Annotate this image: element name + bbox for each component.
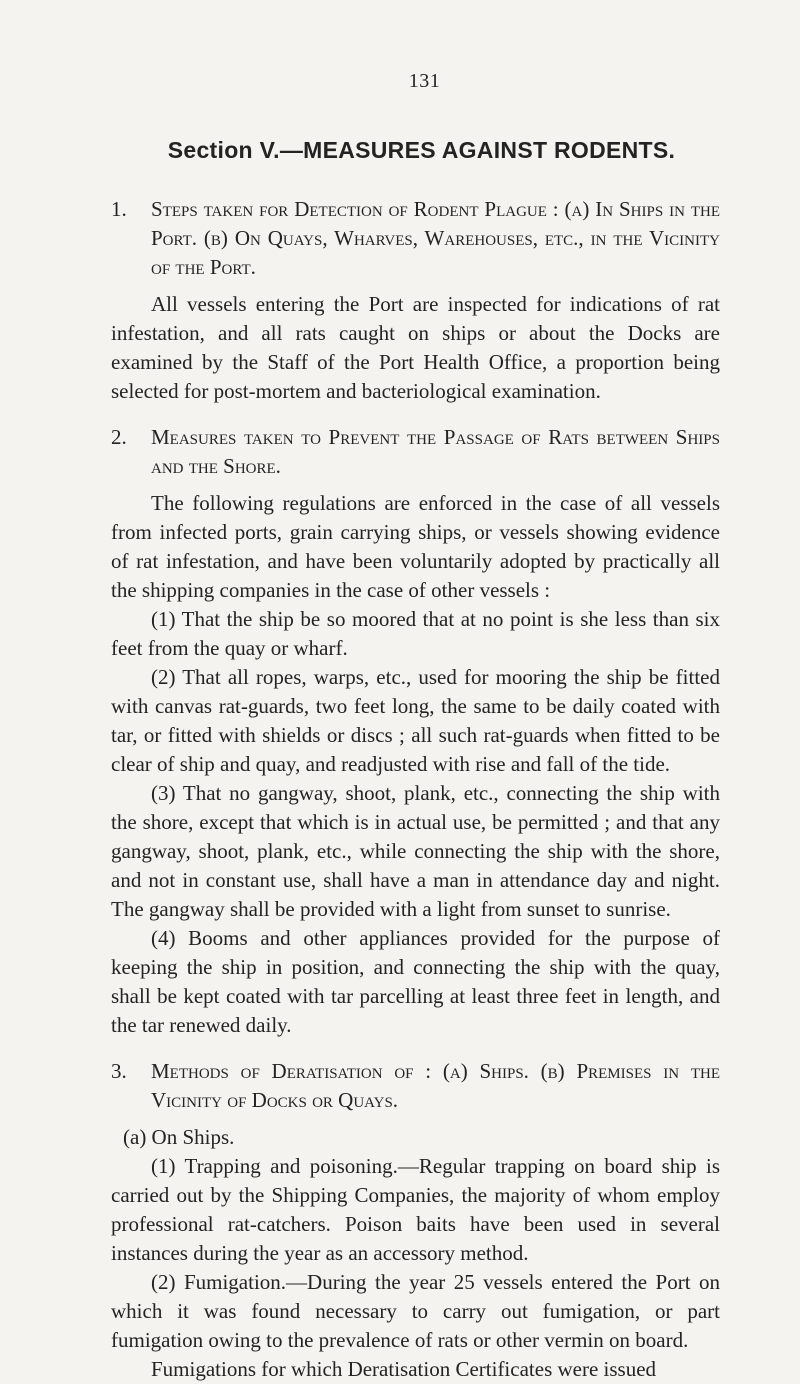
heading-1 — [111, 195, 720, 282]
heading-3-number: 3. — [111, 1059, 127, 1083]
section-title: Section V.—MEASURES AGAINST RODENTS. — [167, 137, 676, 163]
heading-2-text: Measures taken to Prevent the Passage of Rats between Ships and the Shore. — [151, 425, 720, 478]
subheading-on-ships: (a) On Ships. — [123, 1125, 235, 1149]
heading-3 — [111, 1057, 720, 1115]
rule-2: (2) That all ropes, warps, etc., used for mooring the ship be fitted with canvas rat-guards, two feet long, the same to be daily coated with tar, or fitted with shields or discs ; all such rat-guards when fitted to be clear of ship and quay, and readjusted with rise and fall of the tide. — [111, 665, 720, 776]
heading-2-number: 2. — [111, 425, 127, 449]
heading-1-text: Steps taken for Detection of Rodent Plague : (a) In Ships in the Port. (b) On Quays, Wharves, Warehouses, etc., in the Vicinity of the Port. — [151, 197, 720, 279]
paragraph-fumigation: (2) Fumigation.—During the year 25 vessels entered the Port on which it was found necessary to carry out fumigation, or part fumigation owing to the prevalence of rats or other vermin on board. — [111, 1270, 720, 1352]
heading-2 — [111, 423, 720, 481]
paragraph-2-intro: The following regulations are enforced in the case of all vessels from infected ports, grain carrying ships, or vessels showing evidence of rat infestation, and have been voluntarily adopted by practically all the shipping companies in the case of other vessels : — [111, 491, 720, 602]
page-number: 131 — [408, 70, 441, 92]
rule-4: (4) Booms and other appliances provided for the purpose of keeping the ship in position, and connecting the ship with the quay, shall be kept coated with tar parcelling at least three feet in length, and the tar renewed daily. — [111, 926, 720, 1037]
rule-1: (1) That the ship be so moored that at no point is she less than six feet from the quay or wharf. — [111, 607, 720, 660]
paragraph-1: All vessels entering the Port are inspected for indications of rat infestation, and all rats caught on ships or about the Docks are examined by the Staff of the Port Health Office, a proportion being selected for post-mortem and bacteriological examination. — [111, 292, 720, 403]
heading-3-text: Methods of Deratisation of : (a) Ships. (b) Premises in the Vicinity of Docks or Quays. — [151, 1059, 720, 1112]
rule-3: (3) That no gangway, shoot, plank, etc., connecting the ship with the shore, except that which is in actual use, be permitted ; and that any gangway, shoot, plank, etc., while connecting the ship with the shore, and not in constant use, shall have a man in attendance day and night. The gangway shall be provided with a light from sunset to sunrise. — [111, 781, 720, 921]
paragraph-certificates: Fumigations for which Deratisation Certificates were issued — [151, 1357, 657, 1381]
heading-1-number: 1. — [111, 197, 127, 221]
paragraph-trapping: (1) Trapping and poisoning.—Regular trapping on board ship is carried out by the Shipping Companies, the majority of whom employ professional rat-catchers. Poison baits have been used in several instances during the year as an accessory method. — [111, 1154, 720, 1265]
